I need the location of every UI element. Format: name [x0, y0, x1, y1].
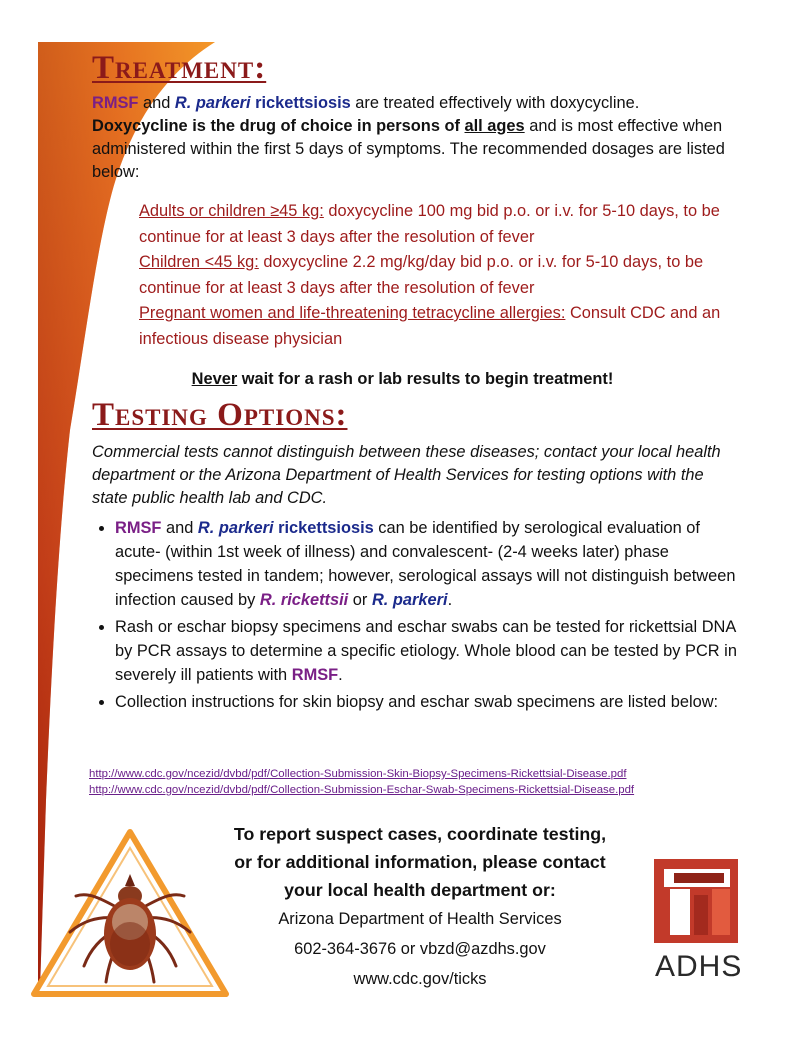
dosage-text: Consult CDC and an infectious disease physician — [139, 304, 721, 348]
all-ages-text: all ages — [464, 117, 525, 135]
bullet-serology: • RMSF and R. parkeri rickettsiosis can be identified by serological evaluation of acute- (within 1st week of illness) and convalescent- (2-4 weeks later) phase specimens tested in tandem; however, serological assays will not distinguish between infection caused by R. rickettsii or R. parkeri. — [115, 516, 740, 612]
and-text: and — [138, 94, 175, 112]
contact-line-1: To report suspect cases, coordinate testing, — [233, 824, 607, 844]
contact-line-3: your local health department or: — [284, 880, 556, 900]
dosage-item — [139, 250, 759, 301]
testing-heading: Testing Options: — [92, 397, 348, 433]
rickettsiosis-term: rickettsiosis — [250, 94, 351, 112]
cdc-ticks-url: www.cdc.gov/ticks — [353, 970, 487, 988]
r-parkeri-term: R. parkeri — [197, 519, 274, 537]
bullet-pcr: • Rash or eschar biopsy specimens and eschar swabs can be tested for rickettsial DNA by PCR assays to determine a specific etiology. Whole blood can be tested by PCR in severely ill patients with RMSF. — [115, 615, 740, 687]
rmsf-term: RMSF — [115, 519, 162, 537]
r-parkeri-term: R. parkeri — [371, 591, 448, 609]
agency-name: Arizona Department of Health Services — [278, 910, 562, 928]
contact-line-2: or for additional information, please contact — [234, 852, 606, 872]
dosage-item — [139, 199, 759, 250]
bullet-collection: • Collection instructions for skin biopsy and eschar swab specimens are listed below: — [115, 690, 740, 714]
treatment-heading: Treatment: — [92, 50, 267, 86]
dosage-item — [139, 301, 759, 352]
dosage-label: Adults or children ≥45 kg: — [139, 202, 324, 220]
never-word: Never — [191, 370, 238, 388]
testing-bullets — [92, 516, 740, 717]
rmsf-term: RMSF — [92, 94, 139, 112]
collection-links — [89, 766, 634, 798]
adhs-logo-text: ADHS — [655, 950, 743, 983]
dosage-text: doxycycline 100 mg bid p.o. or i.v. for 5-10 days, to be continue for at least 3 days after the resolution of fever — [139, 202, 720, 246]
never-rest: wait for a rash or lab results to begin treatment! — [237, 370, 614, 388]
never-wait-notice — [0, 370, 805, 389]
r-parkeri-term: R. parkeri — [174, 94, 251, 112]
phone-email: 602-364-3676 or vbzd@azdhs.gov — [294, 940, 546, 958]
dosage-label: Pregnant women and life-threatening tetracycline allergies: — [139, 304, 566, 322]
treatment-paragraph — [92, 92, 772, 184]
rmsf-term: RMSF — [291, 666, 339, 684]
dosage-text: doxycycline 2.2 mg/kg/day bid p.o. or i.v. for 5-10 days, to be continue for at least 3 days after the resolution of fever — [139, 253, 704, 297]
testing-intro: Commercial tests cannot distinguish between these diseases; contact your local health department or the Arizona Department of Health Services for testing options with the state public health lab and CDC. — [92, 443, 721, 507]
r-rickettsii-term: R. rickettsii — [259, 591, 349, 609]
skin-biopsy-link[interactable]: http://www.cdc.gov/ncezid/dvbd/pdf/Collection-Submission-Skin-Biopsy-Specimens-Rickettsial-Disease.pdf — [89, 768, 627, 780]
adhs-logo-icon — [650, 855, 742, 947]
effectiveness-text: and is most effective when administered within the first 5 days of symptoms. The recommended dosages are listed below: — [92, 117, 725, 181]
dosage-list — [139, 199, 759, 352]
contact-block — [170, 820, 670, 994]
treatment-sentence: are treated effectively with doxycycline. — [350, 94, 640, 112]
eschar-swab-link[interactable]: http://www.cdc.gov/ncezid/dvbd/pdf/Collection-Submission-Eschar-Swab-Specimens-Rickettsial-Disease.pdf — [89, 784, 635, 796]
rickettsiosis-term: rickettsiosis — [273, 519, 374, 537]
drug-of-choice-text: Doxycycline is the drug of choice in persons of all ages — [92, 117, 525, 135]
dosage-label: Children <45 kg: — [139, 253, 259, 271]
